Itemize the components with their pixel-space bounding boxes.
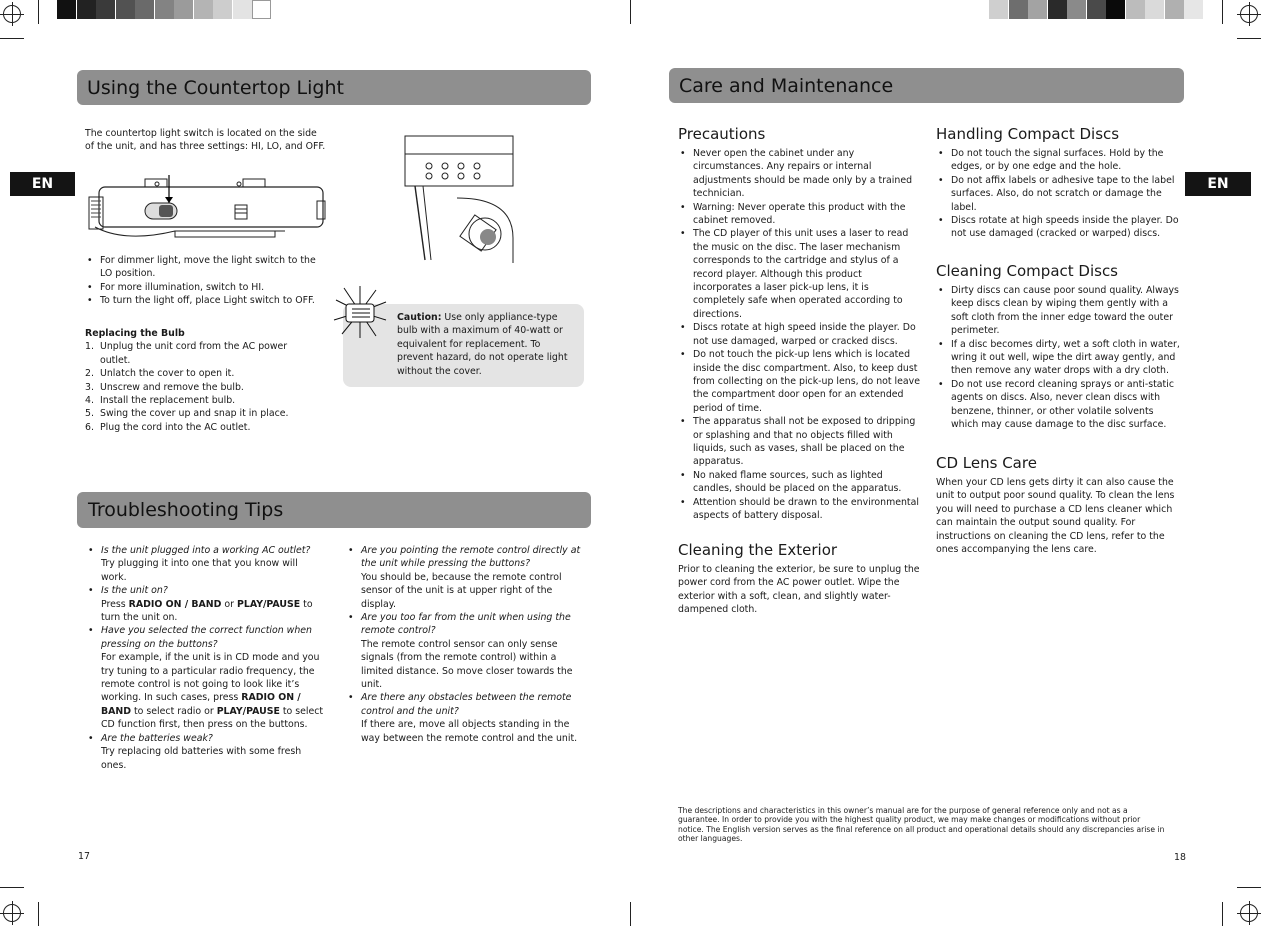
- lens-care-heading: CD Lens Care: [936, 454, 1037, 472]
- list-item: • Discs rotate at high speeds inside the player. Do not use damaged (cracked or warped) discs.: [936, 214, 1180, 241]
- swatch: [1087, 0, 1106, 19]
- swatch: [194, 0, 213, 19]
- language-tab-right: EN: [1185, 172, 1251, 196]
- precautions-heading: Precautions: [678, 125, 766, 143]
- crop-mark: [1222, 902, 1223, 926]
- crop-mark: [38, 0, 39, 24]
- list-item: 5. Swing the cover up and snap it in place.: [85, 408, 289, 420]
- list-item: • The CD player of this unit uses a laser to read the music on the disc. The laser mechanism corresponds to the cartridge and stylus of a record player. Although this product incorporates a laser pick-up lens, it is completely safe when operated according to directions.: [678, 227, 920, 321]
- light-intro: The countertop light switch is located on the side of the unit, and has three settings: HI, LO, and OFF.: [85, 128, 326, 153]
- replacing-bulb-section: [85, 327, 315, 434]
- crop-mark: [630, 902, 631, 926]
- list-item: • Attention should be drawn to the environmental aspects of battery disposal.: [678, 496, 920, 523]
- cleaning-exterior-heading: Cleaning the Exterior: [678, 541, 838, 559]
- list-item: • No naked flame sources, such as lighted candles, should be placed on the apparatus.: [678, 469, 920, 496]
- cleaning-exterior-text: Prior to cleaning the exterior, be sure to unplug the power cord from the AC power outlet. Wipe the exterior with a soft, clean, and slightly water-dampened cloth.: [678, 564, 920, 616]
- list-item: • Have you selected the correct function when pressing on the buttons? For example, if the unit is in CD mode and you try tuning to a particular radio frequency, the remote control is not going to look like it’s working. In such cases, press RADIO ON / BAND to select radio or PLAY/PAUSE to select CD function first, then press on the buttons.: [86, 624, 326, 731]
- swatch: [1009, 0, 1028, 19]
- caution-text: Caution: Use only appliance-type bulb with a maximum of 40-watt or equivalent for replacement. To prevent hazard, do not operate light without the cover.: [397, 312, 568, 377]
- swatch: [174, 0, 193, 19]
- list-item: 1. Unplug the unit cord from the AC power outlet.: [85, 341, 288, 366]
- list-item: • Do not affix labels or adhesive tape to the label surfaces. Also, do not scratch or damage the label.: [936, 174, 1180, 214]
- swatch: [1048, 0, 1067, 19]
- swatch: [989, 0, 1008, 19]
- replacing-bulb-heading: Replacing the Bulb: [85, 328, 185, 339]
- crop-mark: [630, 0, 631, 24]
- list-item: • Are the batteries weak? Try replacing old batteries with some fresh ones.: [86, 732, 326, 772]
- cleaning-exterior-section: [678, 541, 920, 617]
- crop-mark: [38, 902, 39, 926]
- swatch: [1028, 0, 1047, 19]
- swatch: [233, 0, 252, 19]
- section-header-countertop-light: Using the Countertop Light: [77, 70, 591, 105]
- list-item: 3. Unscrew and remove the bulb.: [85, 381, 244, 393]
- swatch: [135, 0, 154, 19]
- list-item: • If a disc becomes dirty, wet a soft cloth in water, wring it out well, wipe the dirt away gently, and then remove any water drops with a dry cloth.: [936, 338, 1180, 378]
- crop-mark: [0, 887, 24, 888]
- list-item: • Are you pointing the remote control directly at the unit while pressing the buttons? You should be, because the remote control sensor of the unit is at upper right of the display.: [346, 544, 586, 611]
- swatch: [1067, 0, 1086, 19]
- language-tab-left: EN: [10, 172, 75, 196]
- swatch: [77, 0, 96, 19]
- disclaimer: The descriptions and characteristics in this owner’s manual are for the purpose of general reference only and not as a guarantee. In order to provide you with the highest quality product, we may make changes or modifications without prior notice. The English version serves as the final reference on all product and operational details should any discrepancies arise in other languages.: [678, 806, 1165, 844]
- list-item: • Do not use record cleaning sprays or anti-static agents on discs. Also, never clean discs with benzene, thinner, or other volatile solvents which may cause damage to the disc surface.: [936, 378, 1180, 432]
- swatch: [252, 0, 271, 19]
- page-number-right: 18: [1174, 852, 1186, 863]
- swatch: [57, 0, 76, 19]
- list-item: • Are you too far from the unit when using the remote control? The remote control sensor can only sense signals (from the remote control) within a limited distance. So move closer towards the unit.: [346, 611, 586, 691]
- swatch: [96, 0, 115, 19]
- list-item: • Are there any obstacles between the remote control and the unit? If there are, move all objects standing in the way between the remote control and the unit.: [346, 691, 586, 745]
- unit-side-illustration: [85, 175, 329, 245]
- registration-mark-icon: [3, 5, 21, 23]
- list-item: 6. Plug the cord into the AC outlet.: [85, 421, 251, 433]
- list-item: • Warning: Never operate this product with the cabinet removed.: [678, 201, 920, 228]
- list-item: • Never open the cabinet under any circumstances. Any repairs or internal adjustments should be made only by a trained technician.: [678, 147, 920, 201]
- swatch: [213, 0, 232, 19]
- list-item: 4. Install the replacement bulb.: [85, 395, 236, 407]
- section-header-troubleshooting: Troubleshooting Tips: [77, 492, 591, 528]
- swatch: [1184, 0, 1203, 19]
- registration-mark-icon: [1240, 904, 1258, 922]
- list-item: • Discs rotate at high speed inside the player. Do not use damaged, warped or cracked discs.: [678, 321, 920, 348]
- lens-care-text: When your CD lens gets dirty it can also cause the unit to output poor sound quality. To clean the lens you will need to purchase a CD lens cleaner which can maintain the output sound quality. For instructions on cleaning the CD lens, refer to the ones accompanying the lens care.: [936, 477, 1175, 556]
- swatch: [1106, 0, 1125, 19]
- list-item: • Dirty discs can cause poor sound quality. Always keep discs clean by wiping them gently with a soft cloth from the inner edge toward the outer perimeter.: [936, 284, 1180, 338]
- list-item: • For more illumination, switch to HI.: [85, 281, 329, 294]
- crop-mark: [1237, 38, 1261, 39]
- list-item: 2. Unlatch the cover to open it.: [85, 368, 235, 380]
- troubleshooting-column-1: [86, 544, 326, 772]
- light-bullet-list: [85, 254, 329, 308]
- list-item: • Do not touch the pick-up lens which is located inside the disc compartment. Also, to keep dust from collecting on the pick-up lens, do not leave the compartment door open for an extended period of time.: [678, 348, 920, 415]
- swatch: [1145, 0, 1164, 19]
- section-header-care-maintenance: Care and Maintenance: [669, 68, 1184, 103]
- list-item: • Is the unit plugged into a working AC outlet? Try plugging it into one that you know will work.: [86, 544, 326, 584]
- swatch: [155, 0, 174, 19]
- caution-label: Caution:: [397, 312, 442, 323]
- list-item: • To turn the light off, place Light switch to OFF.: [85, 294, 329, 307]
- handling-discs-heading: Handling Compact Discs: [936, 125, 1120, 143]
- registration-mark-icon: [1240, 5, 1258, 23]
- lens-care-section: [936, 454, 1180, 556]
- cleaning-discs-section: [936, 262, 1180, 431]
- list-item: • For dimmer light, move the light switch to the LO position.: [85, 254, 329, 281]
- handling-discs-section: [936, 125, 1180, 241]
- cleaning-discs-heading: Cleaning Compact Discs: [936, 262, 1118, 280]
- swatch: [116, 0, 135, 19]
- precautions-section: [678, 125, 920, 522]
- list-item: • The apparatus shall not be exposed to dripping or splashing and that no objects filled with liquids, such as vases, shall be placed on the apparatus.: [678, 415, 920, 469]
- swatch: [1165, 0, 1184, 19]
- crop-mark: [1222, 0, 1223, 24]
- page-number-left: 17: [78, 851, 90, 862]
- crop-mark: [1237, 887, 1261, 888]
- light-cover-illustration: [395, 128, 515, 263]
- swatch: [1126, 0, 1145, 19]
- list-item: • Do not touch the signal surfaces. Hold by the edges, or by one edge and the hole.: [936, 147, 1180, 174]
- registration-mark-icon: [3, 904, 21, 922]
- list-item: • Is the unit on? Press RADIO ON / BAND or PLAY/PAUSE to turn the unit on.: [86, 584, 326, 624]
- troubleshooting-column-2: [346, 544, 586, 745]
- crop-mark: [0, 38, 24, 39]
